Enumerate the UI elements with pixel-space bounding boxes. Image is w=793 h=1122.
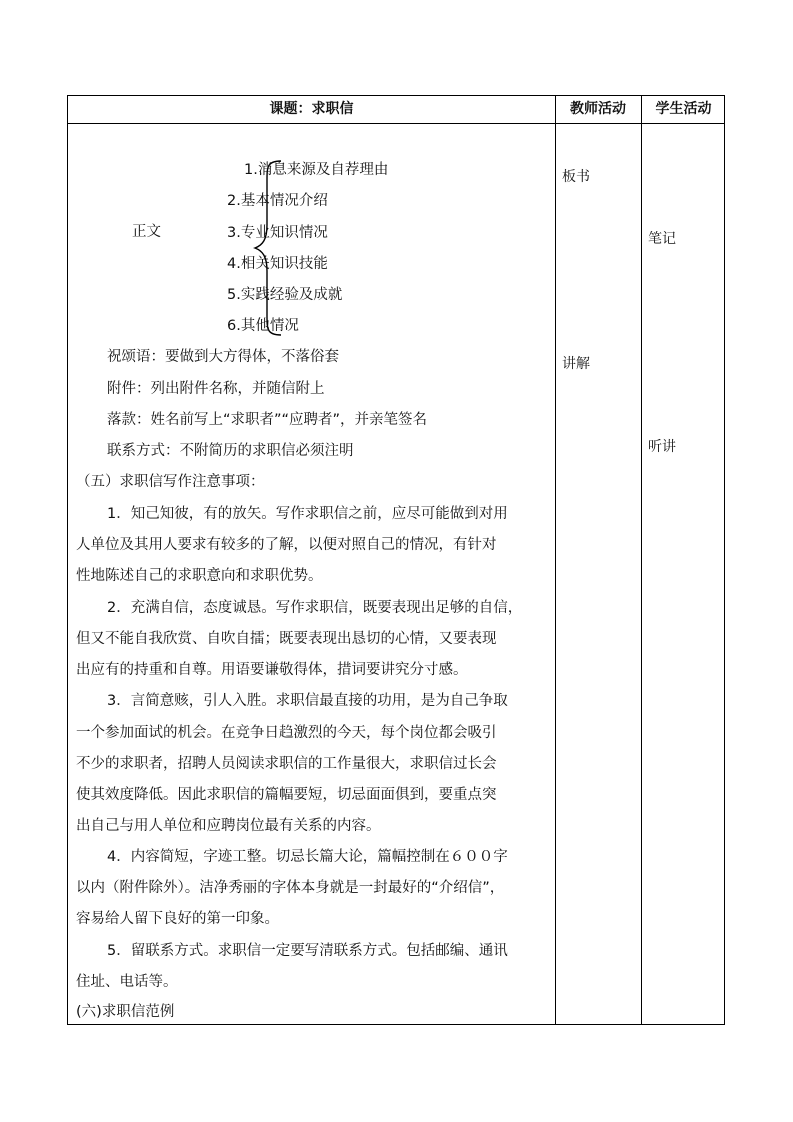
point-line: 但又不能自我欣赏、自吹自擂；既要表现出恳切的心情，又要表现	[76, 631, 497, 647]
student-activity-header: 学生活动	[655, 101, 712, 117]
point-line: 使其效度降低。因此求职信的篇幅要短，切忌面面俱到，要重点突	[76, 787, 497, 803]
part-line: 祝颂语：要做到大方得体，不落俗套	[107, 349, 339, 365]
section-6-title: (六)求职信范例	[76, 1004, 175, 1020]
structure-item: 2.基本情况介绍	[227, 193, 328, 209]
teacher-activity-header: 教师活动	[570, 101, 626, 117]
point-line: 一个参加面试的机会。在竞争日趋激烈的今天，每个岗位都会吸引	[76, 725, 497, 741]
lesson-table	[67, 95, 725, 1025]
part-line: 落款：姓名前写上“求职者”“应聘者”，并亲笔签名	[107, 412, 428, 428]
column-divider	[555, 96, 556, 1024]
header-divider	[68, 123, 724, 124]
point-line: 以内（附件除外）。洁净秀丽的字体本身就是一封最好的“介绍信”，	[76, 880, 505, 896]
student-note: 笔记	[648, 231, 676, 247]
lesson-title: 课题：求职信	[269, 101, 354, 117]
teacher-note: 板书	[562, 169, 590, 185]
structure-label: 正文	[132, 224, 161, 240]
point-line: 人单位及其用人要求有较多的了解，以便对照自己的情况，有针对	[76, 537, 497, 553]
point-line: 5．留联系方式。求职信一定要写清联系方式。包括邮编、通讯	[107, 943, 508, 959]
curly-brace-icon	[253, 159, 283, 337]
point-line: 出应有的持重和自尊。用语要谦敬得体，措词要讲究分寸感。	[76, 662, 468, 678]
section-5-title: （五）求职信写作注意事项：	[76, 474, 265, 490]
part-line: 附件：列出附件名称，并随信附上	[107, 381, 325, 397]
point-line: 住址、电话等。	[76, 974, 178, 990]
point-line: 出自己与用人单位和应聘岗位最有关系的内容。	[76, 818, 381, 834]
structure-item: 6.其他情况	[227, 318, 299, 334]
point-line: 容易给人留下良好的第一印象。	[76, 911, 279, 927]
structure-item: 4.相关知识技能	[227, 256, 328, 272]
teacher-note: 讲解	[562, 356, 590, 372]
point-line: 4．内容简短，字迹工整。切忌长篇大论，篇幅控制在６００字	[107, 849, 508, 865]
structure-item: 5.实践经验及成就	[227, 287, 343, 303]
student-note: 听讲	[648, 439, 676, 455]
structure-item: 1.消息来源及自荐理由	[244, 162, 389, 178]
column-divider	[641, 96, 642, 1024]
point-line: 3．言简意赅，引人入胜。求职信最直接的功用，是为自己争取	[107, 693, 508, 709]
part-line: 联系方式：不附简历的求职信必须注明	[107, 443, 354, 459]
structure-item: 3.专业知识情况	[227, 225, 328, 241]
point-line: 2．充满自信，态度诚恳。写作求职信，既要表现出足够的自信，	[107, 600, 523, 616]
point-line: 不少的求职者，招聘人员阅读求职信的工作量很大，求职信过长会	[76, 756, 497, 772]
point-line: 1．知己知彼，有的放矢。写作求职信之前，应尽可能做到对用	[107, 506, 508, 522]
point-line: 性地陈述自己的求职意向和求职优势。	[76, 568, 323, 584]
